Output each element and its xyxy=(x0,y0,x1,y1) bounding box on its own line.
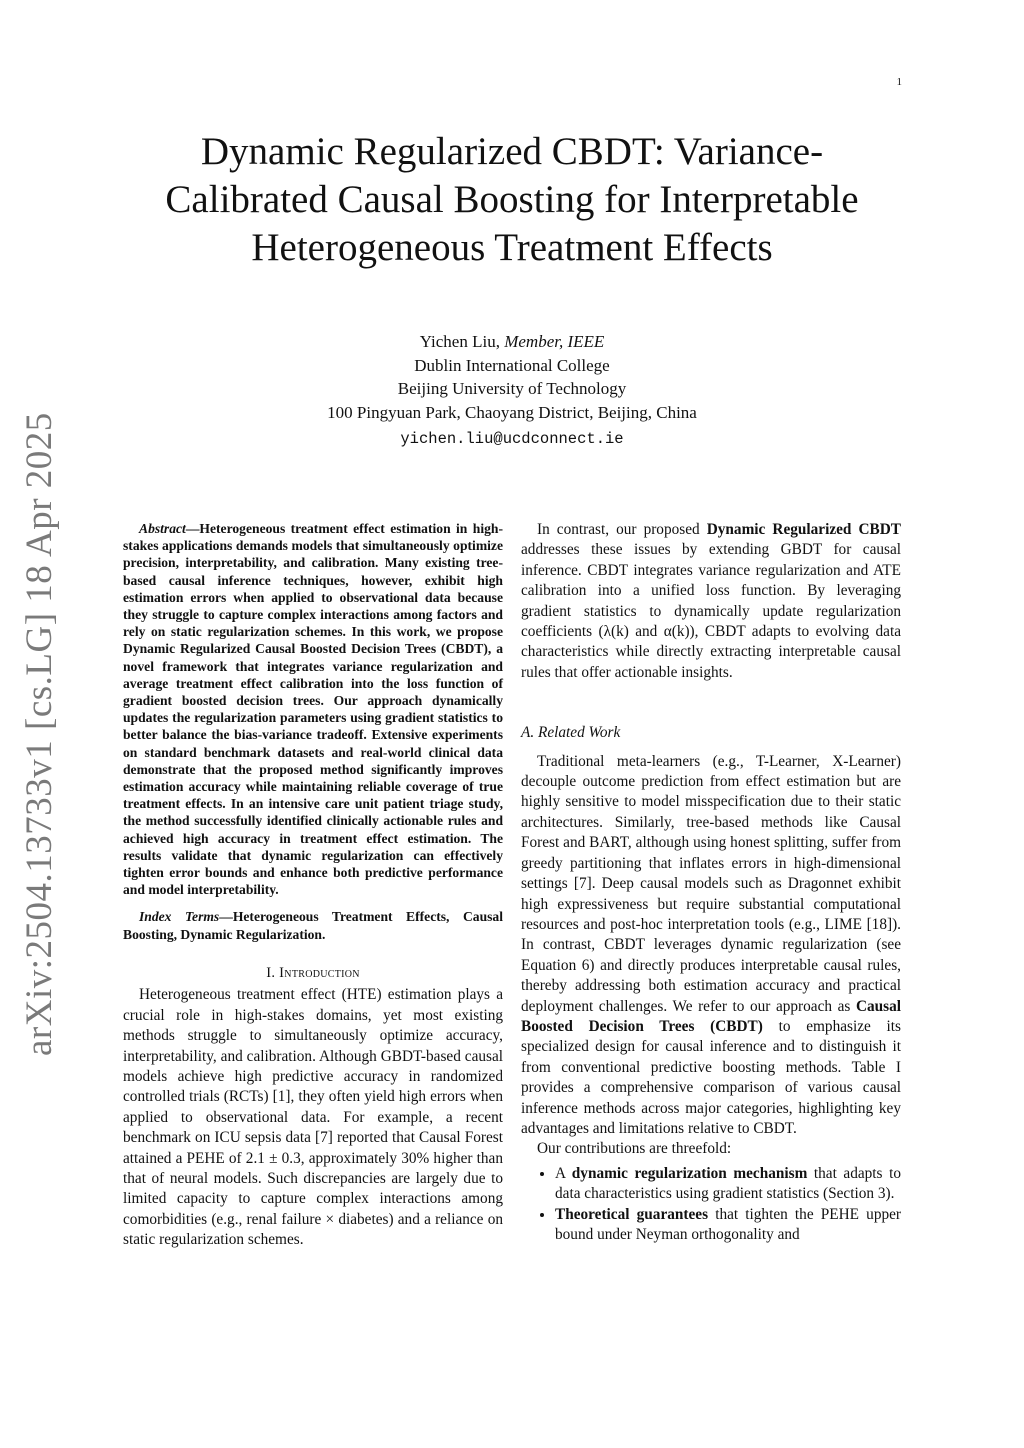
author-email: yichen.liu@ucdconnect.ie xyxy=(400,430,624,448)
related-bold: Causal Boosted Decision Trees (CBDT) xyxy=(521,997,901,1035)
paper-title: Dynamic Regularized CBDT: Variance-Calibrated Causal Boosting for Interpretable Heterogeneous Treatment Effects xyxy=(165,130,859,269)
contribution-bold: dynamic regularization mechanism xyxy=(571,1164,808,1182)
author-membership: Member, IEEE xyxy=(504,332,605,351)
right-column xyxy=(521,520,901,1245)
related-text-2: to emphasize its specialized design for causal inference and to distinguish it from conventional predictive boosting methods. Table I provides a comprehensive comparison of various causal inference methods across major categories, highlighting key advantages and limitations relative to CBDT. xyxy=(521,1017,901,1137)
contrast-text-1: In contrast, our proposed xyxy=(537,521,707,538)
related-text-1: Traditional meta-learners (e.g., T-Learner, X-Learner) decouple outcome prediction from effect estimation but are highly sensitive to model misspecification due to their static architectures. Similarly, tree-based methods like Causal Forest and BART, although using honest splitting, suffer from greedy partitioning that inflates errors in high-dimensional settings [7]. Deep causal models such as Dragonnet exhibit high expressiveness but require substantial computational resources and post-hoc interpretation tools (e.g., LIME [18]). In contrast, CBDT leverages dynamic regularization (see Equation 6) and directly produces interpretable causal rules, thereby addressing both estimation accuracy and practical deployment challenges. We refer to our approach as xyxy=(521,752,901,1015)
contributions-list xyxy=(521,1164,901,1246)
contribution-bold: Theoretical guarantees xyxy=(555,1205,709,1223)
author-address: 100 Pingyuan Park, Chaoyang District, Beijing, China xyxy=(327,402,697,422)
author-block xyxy=(150,330,874,452)
contrast-paragraph xyxy=(521,520,901,683)
abstract xyxy=(123,520,503,898)
contribution-text: that tighten the PEHE upper bound under Neyman orthogonality and xyxy=(555,1205,902,1243)
contribution-prefix: A xyxy=(555,1164,572,1182)
contribution-text: that adapts to data characteristics using gradient statistics (Section 3). xyxy=(555,1164,901,1203)
related-work-paragraph xyxy=(521,752,901,1140)
index-terms-text: —Heterogeneous Treatment Effects, Causal Boosting, Dynamic Regularization. xyxy=(123,909,503,942)
page-number: 1 xyxy=(896,76,902,88)
contributions-intro: Our contributions are threefold: xyxy=(537,1140,732,1158)
left-column xyxy=(123,520,503,1251)
index-terms xyxy=(123,908,503,942)
contribution-item xyxy=(555,1164,901,1205)
section-heading-introduction: I. Introduction xyxy=(266,964,360,981)
affiliation-1: Dublin International College xyxy=(414,355,610,375)
intro-paragraph: Heterogeneous treatment effect (HTE) estimation plays a crucial role in high-stakes domains, yet most existing methods struggle to simultaneously optimize accuracy, interpretability, and calibration. Although GBDT-based causal models achieve high predictive accuracy in randomized controlled trials (RCTs) [1], they often yield high errors when applied to observational data. For example, a recent benchmark on ICU sepsis data [7] reported that Causal Forest attained a PEHE of 2.1 ± 0.3, approximately 30% higher than that of neural models. Such discrepancies are largely due to limited capacity to capture complex interactions among comorbidities (e.g., renal failure × diabetes) and a reliance on static regularization schemes. xyxy=(123,986,503,1249)
abstract-text: —Heterogeneous treatment effect estimation in high-stakes applications demands models that simultaneously optimize precision, interpretability, and calibration. Many existing tree-based causal inference techniques, however, exhibit high estimation errors when applied to observational data because they struggle to capture complex interactions among factors and rely on static regularization schemes. In this work, we propose Dynamic Regularized Causal Boosted Decision Trees (CBDT), a novel framework that integrates variance regularization and average treatment effect calibration into the loss function of gradient boosted decision trees. Our approach dynamically updates the regularization parameters using gradient statistics to better balance the bias-variance tradeoff. Extensive experiments on standard benchmark datasets and real-world clinical data demonstrate that the proposed method significantly improves estimation accuracy while maintaining reliable coverage of true treatment effects. In an intensive care unit patient triage study, the method successfully identified clinically actionable rules and achieved high accuracy in treatment effect estimation. The results validate that dynamic regularization can effectively tighten error bounds and enhance both predictive performance and model interpretability. xyxy=(123,521,503,898)
subsection-heading-related-work: A. Related Work xyxy=(521,724,621,742)
contrast-text-2: addresses these issues by extending GBDT for causal inference. CBDT integrates variance regularization and ATE calibration into a unified loss function. By leveraging gradient statistics to dynamically update regularization coefficients (λ(k) and α(k)), CBDT adapts to evolving data characteristics while directly extracting interpretable causal rules that offer actionable insights. xyxy=(521,541,901,681)
abstract-label: Abstract xyxy=(139,521,186,536)
author-name: Yichen Liu, xyxy=(419,332,500,351)
index-terms-label: Index Terms xyxy=(139,909,220,925)
affiliation-2: Beijing University of Technology xyxy=(397,379,627,398)
contribution-item xyxy=(555,1205,901,1246)
author-line xyxy=(150,330,874,354)
contrast-bold: Dynamic Regularized CBDT xyxy=(706,521,901,538)
arxiv-identifier: arXiv:2504.13733v1 [cs.LG] 18 Apr 2025 xyxy=(19,412,60,1056)
